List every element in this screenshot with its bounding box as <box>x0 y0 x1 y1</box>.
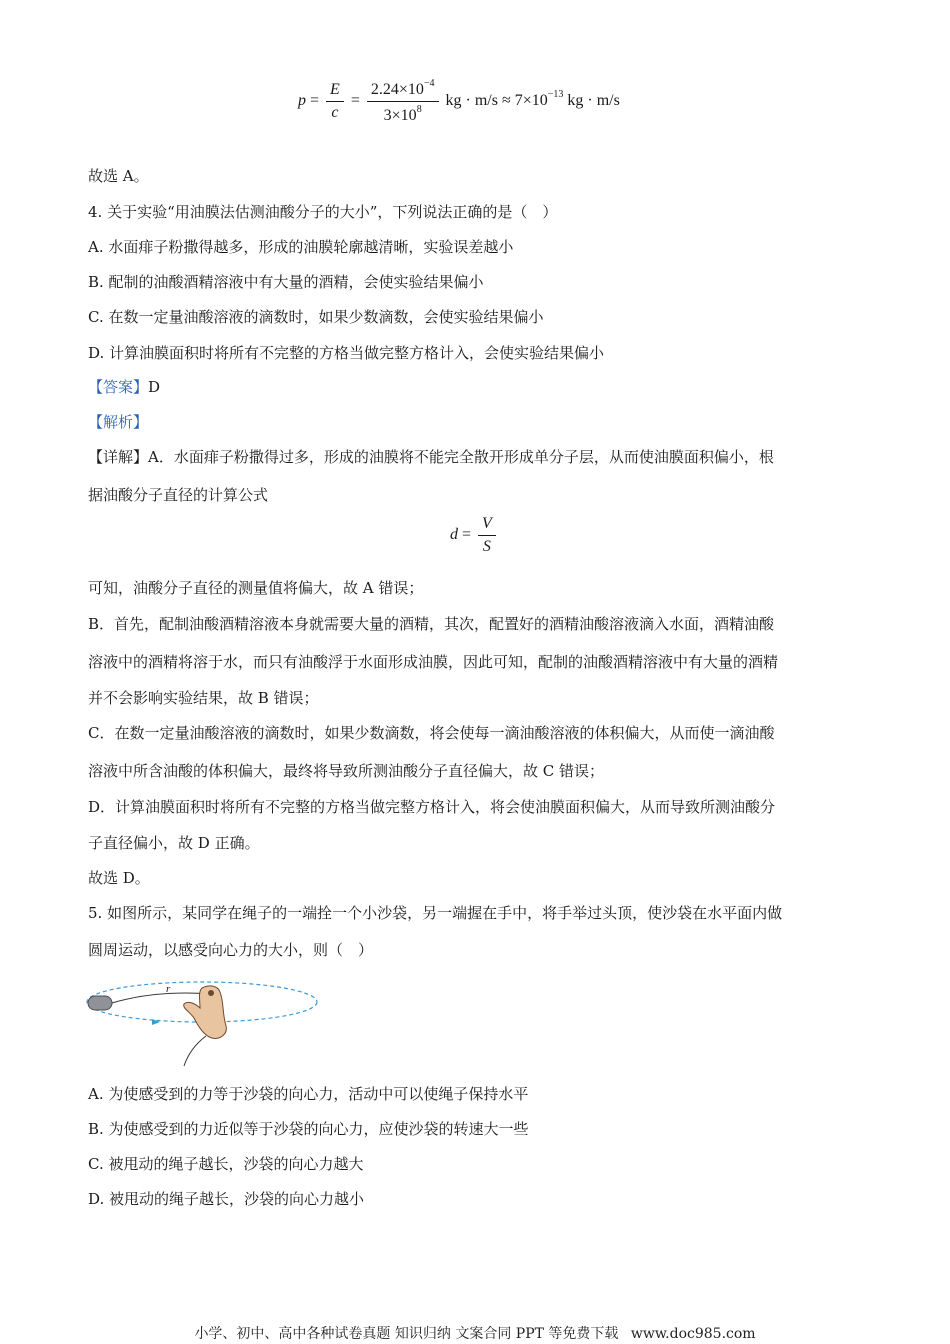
q4-answer <box>88 377 160 397</box>
q4-option-d: D. 计算油膜面积时将所有不完整的方格当做完整方格计入，会使实验结果偏小 <box>88 344 605 362</box>
q4-option-c: C. 在数一定量油酸溶液的滴数时，如果少数滴数，会使实验结果偏小 <box>88 308 544 326</box>
fraction-denominator-s: S <box>482 538 491 555</box>
direction-arrow-icon <box>152 1019 160 1025</box>
sandbag-icon <box>88 996 112 1010</box>
q5-option-a: A. 为使感受到的力等于沙袋的向心力，活动中可以使绳子保持水平 <box>88 1085 529 1103</box>
rope-line <box>112 993 210 1003</box>
detail-b-line1: B．首先，配制油酸酒精溶液本身就需要大量的酒精，其次，配置好的酒精油酸溶液滴入水面，酒精油酸 <box>88 615 775 633</box>
sandbag-figure <box>86 978 326 1070</box>
q5-option-d: D. 被甩动的绳子越长，沙袋的向心力越小 <box>88 1190 365 1208</box>
fraction-denominator-value <box>367 102 439 125</box>
footer-text: 小学、初中、高中各种试卷真题 知识归纳 文案合同 PPT 等免费下载 <box>194 1326 619 1342</box>
detail-tag: 【详解】 <box>88 448 149 466</box>
numerator-base: 2.24×10 <box>370 81 424 98</box>
q4-option-a: A. 水面痱子粉撒得越多，形成的油膜轮廓越清晰，实验误差越小 <box>88 238 514 256</box>
denominator-base: 3×10 <box>383 107 417 124</box>
fraction-v-over-s <box>478 515 496 556</box>
detail-a-text1: A．水面痱子粉撒得过多，形成的油膜将不能完全散开形成单分子层，从而使油膜面积偏小，根 <box>148 448 774 466</box>
q5-option-c: C. 被甩动的绳子越长，沙袋的向心力越大 <box>88 1155 364 1173</box>
q5-stem-line2: 圆周运动，以感受向心力的大小，则（ ） <box>88 941 374 959</box>
arm-line <box>184 1036 206 1066</box>
hand-grip-icon <box>208 990 214 996</box>
q3-conclusion: 故选 A。 <box>88 167 149 185</box>
numerator-exponent: −4 <box>423 78 435 89</box>
fraction-values <box>367 78 439 125</box>
detail-d-line2: 子直径偏小，故 D 正确。 <box>88 834 260 852</box>
fraction-numerator-value <box>367 78 439 102</box>
q4-conclusion: 故选 D。 <box>88 869 150 887</box>
q5-option-b: B. 为使感受到的力近似等于沙袋的向心力，应使沙袋的转速大一些 <box>88 1120 529 1138</box>
detail-c-line2: 溶液中所含油酸的体积偏大，最终将导致所测油酸分子直径偏大，故 C 错误； <box>88 762 605 780</box>
denominator-exponent: 8 <box>416 104 422 115</box>
q4-stem: 4. 关于实验“用油膜法估测油酸分子的大小”，下列说法正确的是（ ） <box>88 203 558 221</box>
fraction-numerator-e: E <box>326 81 344 102</box>
diameter-formula: d = $\frac{V}{S}$ <box>450 515 499 556</box>
hand-icon <box>184 986 227 1038</box>
formula-unit-final: kg · m/s <box>567 92 620 110</box>
detail-a-line3: 可知，油酸分子直径的测量值将偏大，故 A 错误； <box>88 579 424 597</box>
detail-c-line1: C．在数一定量油酸溶液的滴数时，如果少数滴数，将会使每一滴油酸溶液的体积偏大，从而使一滴油酸 <box>88 724 775 742</box>
detail-b-line2: 溶液中的酒精将溶于水，而只有油酸浮于水面形成油膜，因此可知，配制的油酸酒精溶液中有大量的酒精 <box>88 653 779 671</box>
fraction-numerator-v: V <box>478 515 496 536</box>
q5-stem-line1: 5. 如图所示，某同学在绳子的一端拴一个小沙袋，另一端握在手中，将手举过头顶，使沙袋在水平面内做 <box>88 904 783 922</box>
formula-unit-approx: kg · m/s ≈ 7×10 <box>445 92 548 110</box>
page-footer <box>0 1323 950 1343</box>
fraction-denominator-c: c <box>331 104 339 121</box>
answer-value: D <box>148 378 161 396</box>
analysis-tag: 【解析】 <box>88 413 149 431</box>
detail-a-line2: 据油酸分子直径的计算公式 <box>88 486 269 504</box>
detail-d-line1: D．计算油膜面积时将所有不完整的方格当做完整方格计入，将会使油膜面积偏大，从而导致所测油酸分 <box>88 798 776 816</box>
radius-label: r <box>166 983 171 995</box>
formula-p-lhs: p <box>298 92 306 110</box>
fraction-e-over-c <box>326 81 344 122</box>
footer-link[interactable]: www.doc985.com <box>630 1326 756 1342</box>
formula-result-exponent: −13 <box>547 89 564 101</box>
formula-d-lhs: d <box>450 526 458 544</box>
momentum-formula: p = $\frac{E}{c}$ = $\frac{2.24\times 10^{-4}}{3\times 10^8}$ kg · $m/s \approx 7\times 10^{-13}$ kg · m/s <box>298 78 620 124</box>
answer-tag: 【答案】 <box>88 378 149 396</box>
detail-a-line1 <box>88 447 774 467</box>
detail-b-line3: 并不会影响实验结果，故 B 错误； <box>88 689 319 707</box>
q4-option-b: B. 配制的油酸酒精溶液中有大量的酒精，会使实验结果偏小 <box>88 273 484 291</box>
